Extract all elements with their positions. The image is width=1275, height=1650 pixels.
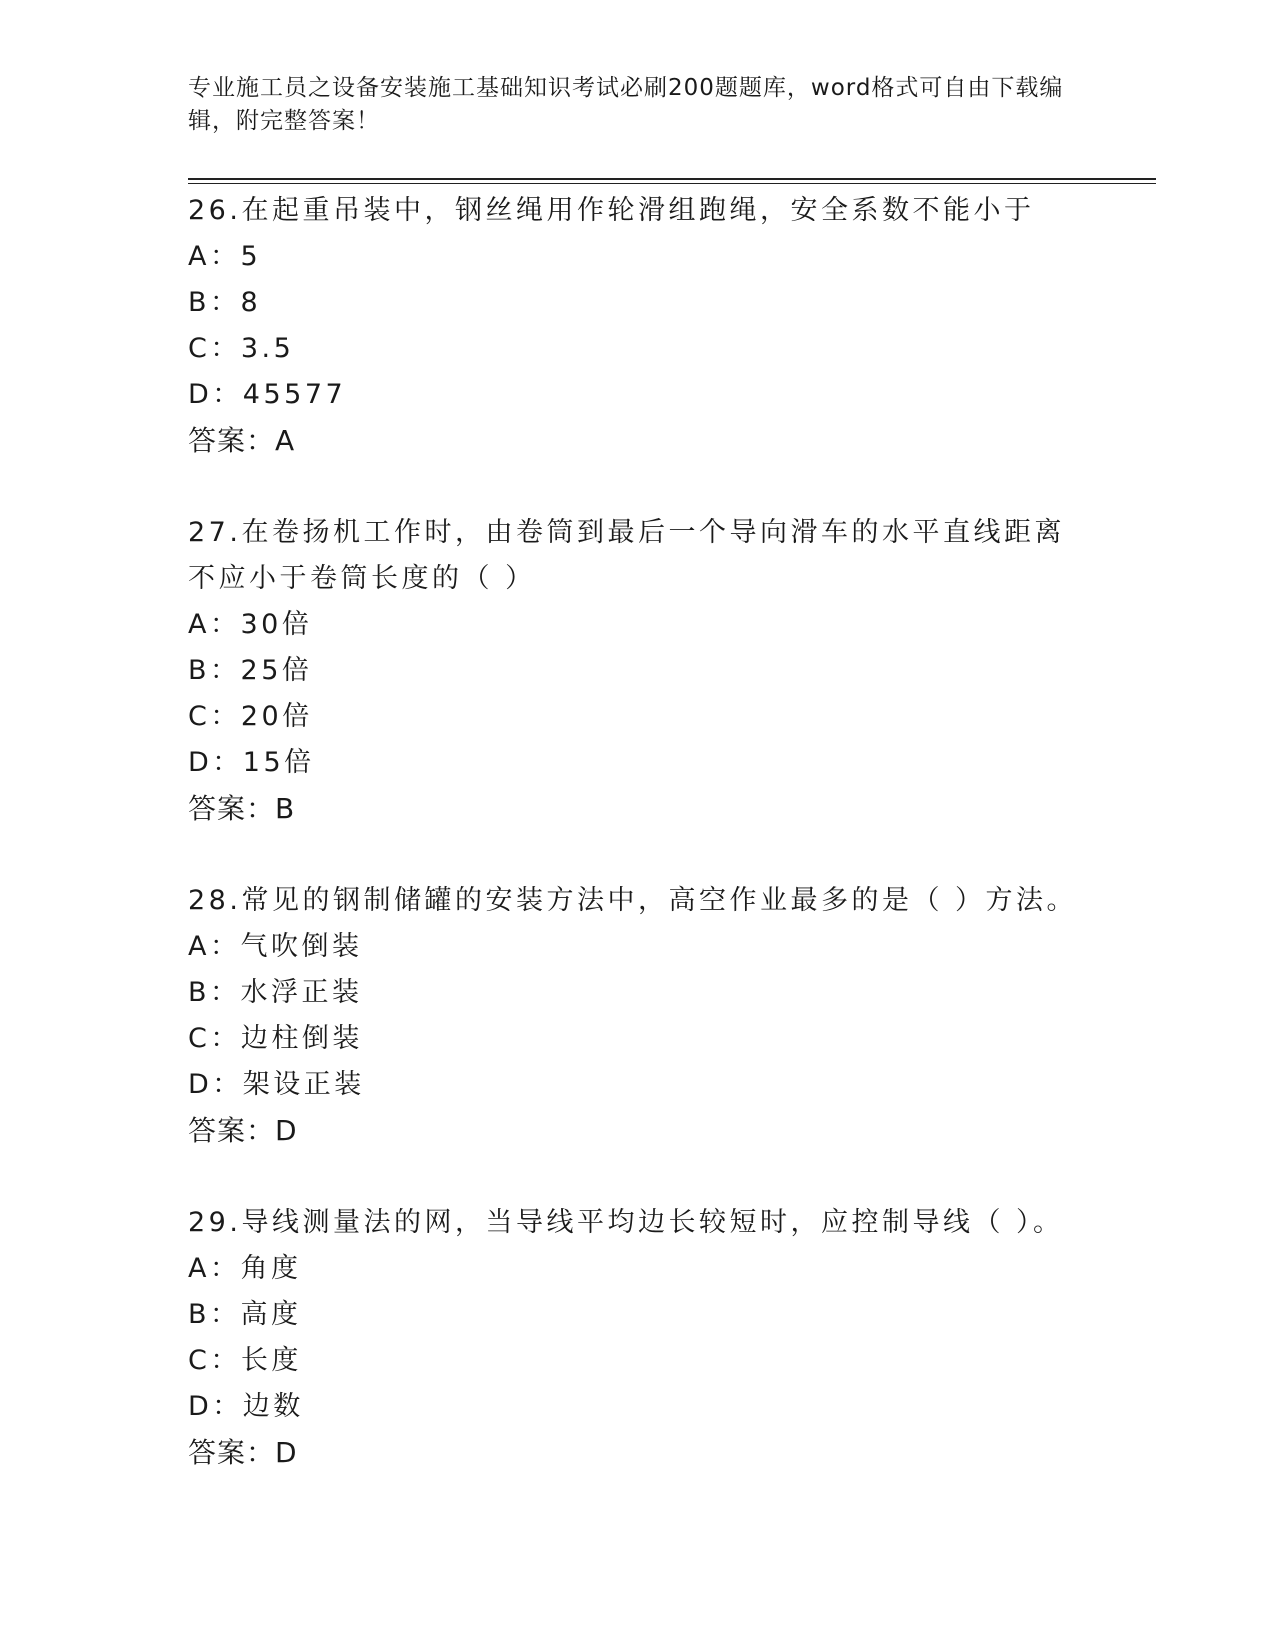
option-d: D：15倍 — [188, 747, 315, 778]
option-a: A：30倍 — [188, 609, 313, 640]
answer: 答案：B — [188, 792, 296, 825]
document-header: 专业施工员之设备安装施工基础知识考试必刷200题题库，word格式可自由下载编辑，附完整答案！ — [188, 75, 1064, 134]
question-stem: 26.在起重吊装中，钢丝绳用作轮滑组跑绳，安全系数不能小于 — [188, 195, 1035, 226]
option-c: C：3.5 — [188, 333, 295, 364]
option-b: B：水浮正装 — [188, 977, 363, 1008]
option-b: B：高度 — [188, 1299, 302, 1330]
question-stem: 28.常见的钢制储罐的安装方法中，高空作业最多的是（ ）方法。 — [188, 885, 1078, 916]
option-b: B：25倍 — [188, 655, 313, 686]
answer: 答案：D — [188, 1114, 298, 1147]
header-divider-thick — [188, 178, 1156, 180]
option-a: A：气吹倒装 — [188, 931, 363, 962]
question-27 — [188, 510, 1088, 832]
question-28 — [188, 878, 1088, 1154]
option-d: D：边数 — [188, 1391, 304, 1422]
question-list — [188, 188, 1088, 1522]
option-b: B：8 — [188, 287, 262, 318]
question-29 — [188, 1200, 1088, 1476]
question-26 — [188, 188, 1088, 464]
question-stem: 27.在卷扬机工作时，由卷筒到最后一个导向滑车的水平直线距离不应小于卷筒长度的（ ） — [188, 517, 1065, 594]
option-a: A：角度 — [188, 1253, 302, 1284]
option-d: D：45577 — [188, 379, 347, 410]
option-c: C：20倍 — [188, 701, 313, 732]
header-divider-thin — [188, 183, 1156, 184]
option-c: C：长度 — [188, 1345, 302, 1376]
option-c: C：边柱倒装 — [188, 1023, 363, 1054]
answer: 答案：A — [188, 424, 296, 457]
answer: 答案：D — [188, 1436, 298, 1469]
option-a: A：5 — [188, 241, 262, 272]
option-d: D：架设正装 — [188, 1069, 365, 1100]
question-stem: 29.导线测量法的网，当导线平均边长较短时，应控制导线（ ）。 — [188, 1207, 1064, 1238]
